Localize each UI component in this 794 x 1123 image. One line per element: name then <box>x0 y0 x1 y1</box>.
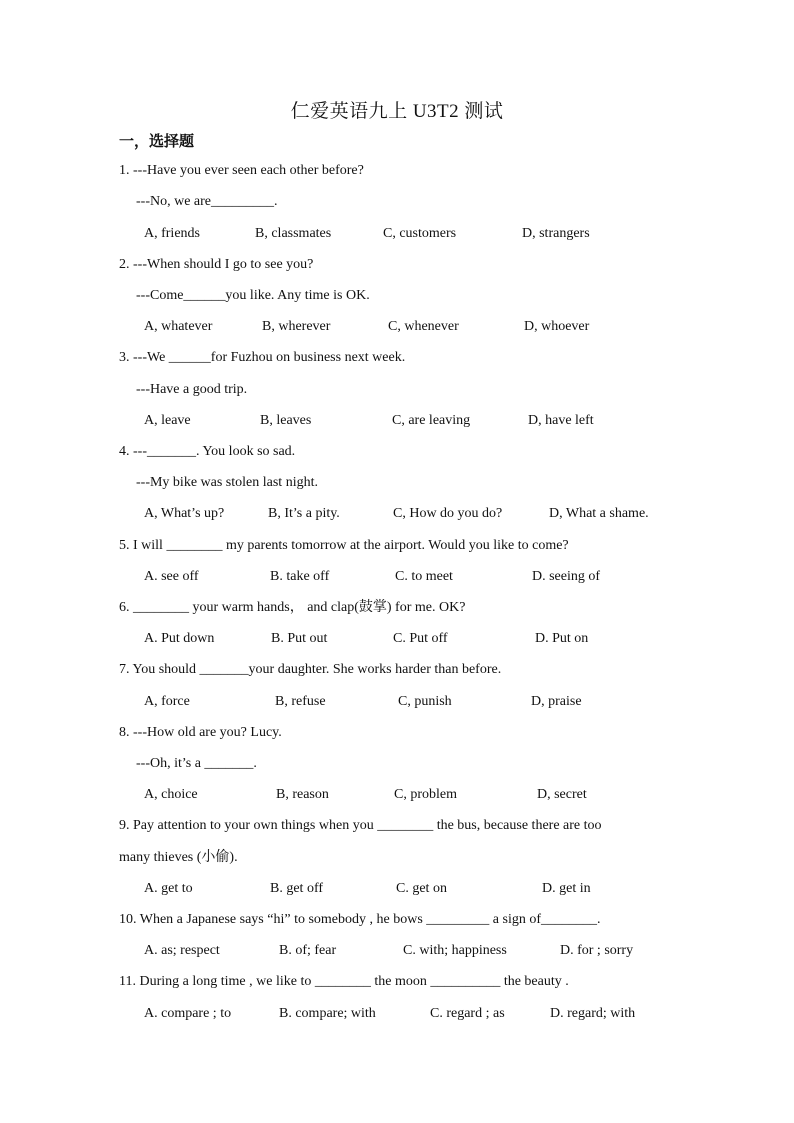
answer-option: B. take off <box>270 569 330 584</box>
answer-option: A. get to <box>144 881 193 896</box>
question-line: many thieves (小偷). <box>119 850 238 865</box>
answer-option: C. Put off <box>393 631 448 646</box>
answer-option: B, wherever <box>262 319 331 334</box>
answer-option: D. Put on <box>535 631 589 646</box>
answer-option: A, choice <box>144 787 198 802</box>
question-line: ---My bike was stolen last night. <box>136 475 318 490</box>
answer-option: C. to meet <box>395 569 453 584</box>
answer-option: A. Put down <box>144 631 215 646</box>
answer-option: A, whatever <box>144 319 213 334</box>
answer-option: C. with; happiness <box>403 943 507 958</box>
question-stem: 8. ---How old are you? Lucy. <box>119 725 282 740</box>
answer-option: C, punish <box>398 694 452 709</box>
question-line: ---Have a good trip. <box>136 382 248 397</box>
answer-option: C, whenever <box>388 319 459 334</box>
answer-option: B. get off <box>270 881 324 896</box>
answer-option: D, secret <box>537 787 587 802</box>
question-line: ---Come______you like. Any time is OK. <box>136 288 370 303</box>
answer-option: A. see off <box>144 569 199 584</box>
answer-option: B, classmates <box>255 226 332 241</box>
question-stem: 3. ---We ______for Fuzhou on business next week. <box>119 350 406 365</box>
page-title: 仁爱英语九上 U3T2 测试 <box>290 101 504 122</box>
question-stem: 11. During a long time , we like to ________ the moon __________ the beauty . <box>119 974 569 989</box>
answer-option: C, How do you do? <box>393 506 503 521</box>
answer-option: D, strangers <box>522 226 590 241</box>
answer-option: D. regard; with <box>550 1006 636 1021</box>
answer-option: C, problem <box>394 787 457 802</box>
question-stem: 6. ________ your warm hands， and clap(鼓掌) for me. OK? <box>119 600 466 615</box>
answer-option: C. get on <box>396 881 447 896</box>
answer-option: B. compare; with <box>279 1006 376 1021</box>
question-stem: 7. You should _______your daughter. She works harder than before. <box>119 662 502 677</box>
answer-option: B, refuse <box>275 694 326 709</box>
answer-option: C. regard ; as <box>430 1006 505 1021</box>
question-line: ---No, we are_________. <box>136 194 278 209</box>
answer-option: D, have left <box>528 413 594 428</box>
answer-option: A. as; respect <box>144 943 220 958</box>
answer-option: D, whoever <box>524 319 590 334</box>
question-stem: 5. I will ________ my parents tomorrow at the airport. Would you like to come? <box>119 538 569 553</box>
answer-option: B, It’s a pity. <box>268 506 340 521</box>
answer-option: A, force <box>144 694 190 709</box>
answer-option: A, What’s up? <box>144 506 225 521</box>
answer-option: D. get in <box>542 881 591 896</box>
answer-option: D. seeing of <box>532 569 601 584</box>
answer-option: B. of; fear <box>279 943 337 958</box>
answer-option: A. compare ; to <box>144 1006 232 1021</box>
answer-option: D, What a shame. <box>549 506 649 521</box>
section-heading: 一，选择题 <box>119 132 195 150</box>
answer-option: B, leaves <box>260 413 312 428</box>
answer-option: B. Put out <box>271 631 328 646</box>
answer-option: D, praise <box>531 694 582 709</box>
question-line: ---Oh, it’s a _______. <box>136 756 257 771</box>
answer-option: A, leave <box>144 413 191 428</box>
question-stem: 4. ---_______. You look so sad. <box>119 444 296 459</box>
answer-option: C, customers <box>383 226 457 241</box>
question-stem: 2. ---When should I go to see you? <box>119 257 314 272</box>
answer-option: D. for ; sorry <box>560 943 634 958</box>
answer-option: A, friends <box>144 226 200 241</box>
question-stem: 1. ---Have you ever seen each other before? <box>119 163 364 178</box>
answer-option: C, are leaving <box>392 413 471 428</box>
question-stem: 9. Pay attention to your own things when you ________ the bus, because there are too <box>119 818 602 833</box>
question-stem: 10. When a Japanese says “hi” to somebody , he bows _________ a sign of________. <box>119 912 601 927</box>
answer-option: B, reason <box>276 787 329 802</box>
